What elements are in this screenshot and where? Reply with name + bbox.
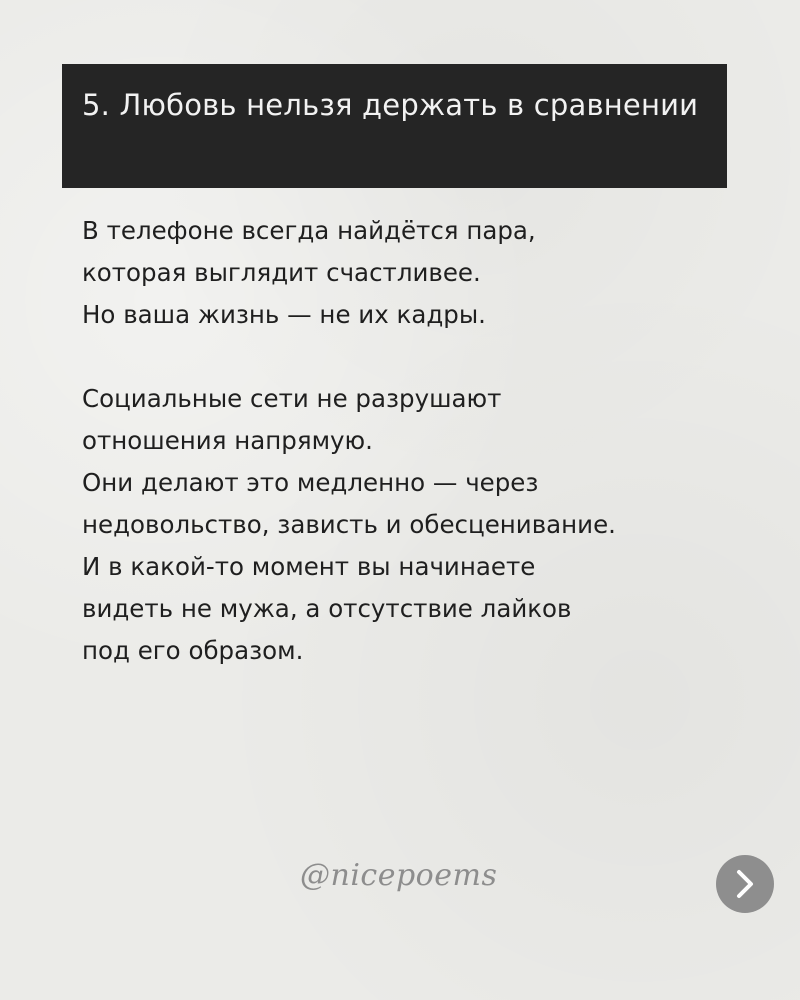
text-line: под его образом. — [82, 636, 304, 665]
text-line: которая выглядит счастливее. — [82, 258, 481, 287]
text-line: В телефоне всегда найдётся пара, — [82, 216, 536, 245]
paragraph-1 — [82, 210, 762, 336]
text-line: Но ваша жизнь — не их кадры. — [82, 300, 486, 329]
post-body — [82, 210, 762, 672]
text-line: видеть не мужа, а отсутствие лайков — [82, 594, 572, 623]
paragraph-2 — [82, 378, 762, 672]
page-title: 5. Любовь нельзя держать в сравнении — [82, 88, 699, 122]
text-line: отношения напрямую. — [82, 426, 373, 455]
chevron-right-icon — [733, 868, 757, 900]
title-banner — [62, 64, 727, 188]
text-line: недовольство, зависть и обесценивание. — [82, 510, 616, 539]
text-line: И в какой-то момент вы начинаете — [82, 552, 536, 581]
author-signature: @nicepoems — [300, 858, 498, 893]
text-line: Они делают это медленно — через — [82, 468, 539, 497]
text-line: Социальные сети не разрушают — [82, 384, 502, 413]
next-slide-button[interactable] — [716, 855, 774, 913]
